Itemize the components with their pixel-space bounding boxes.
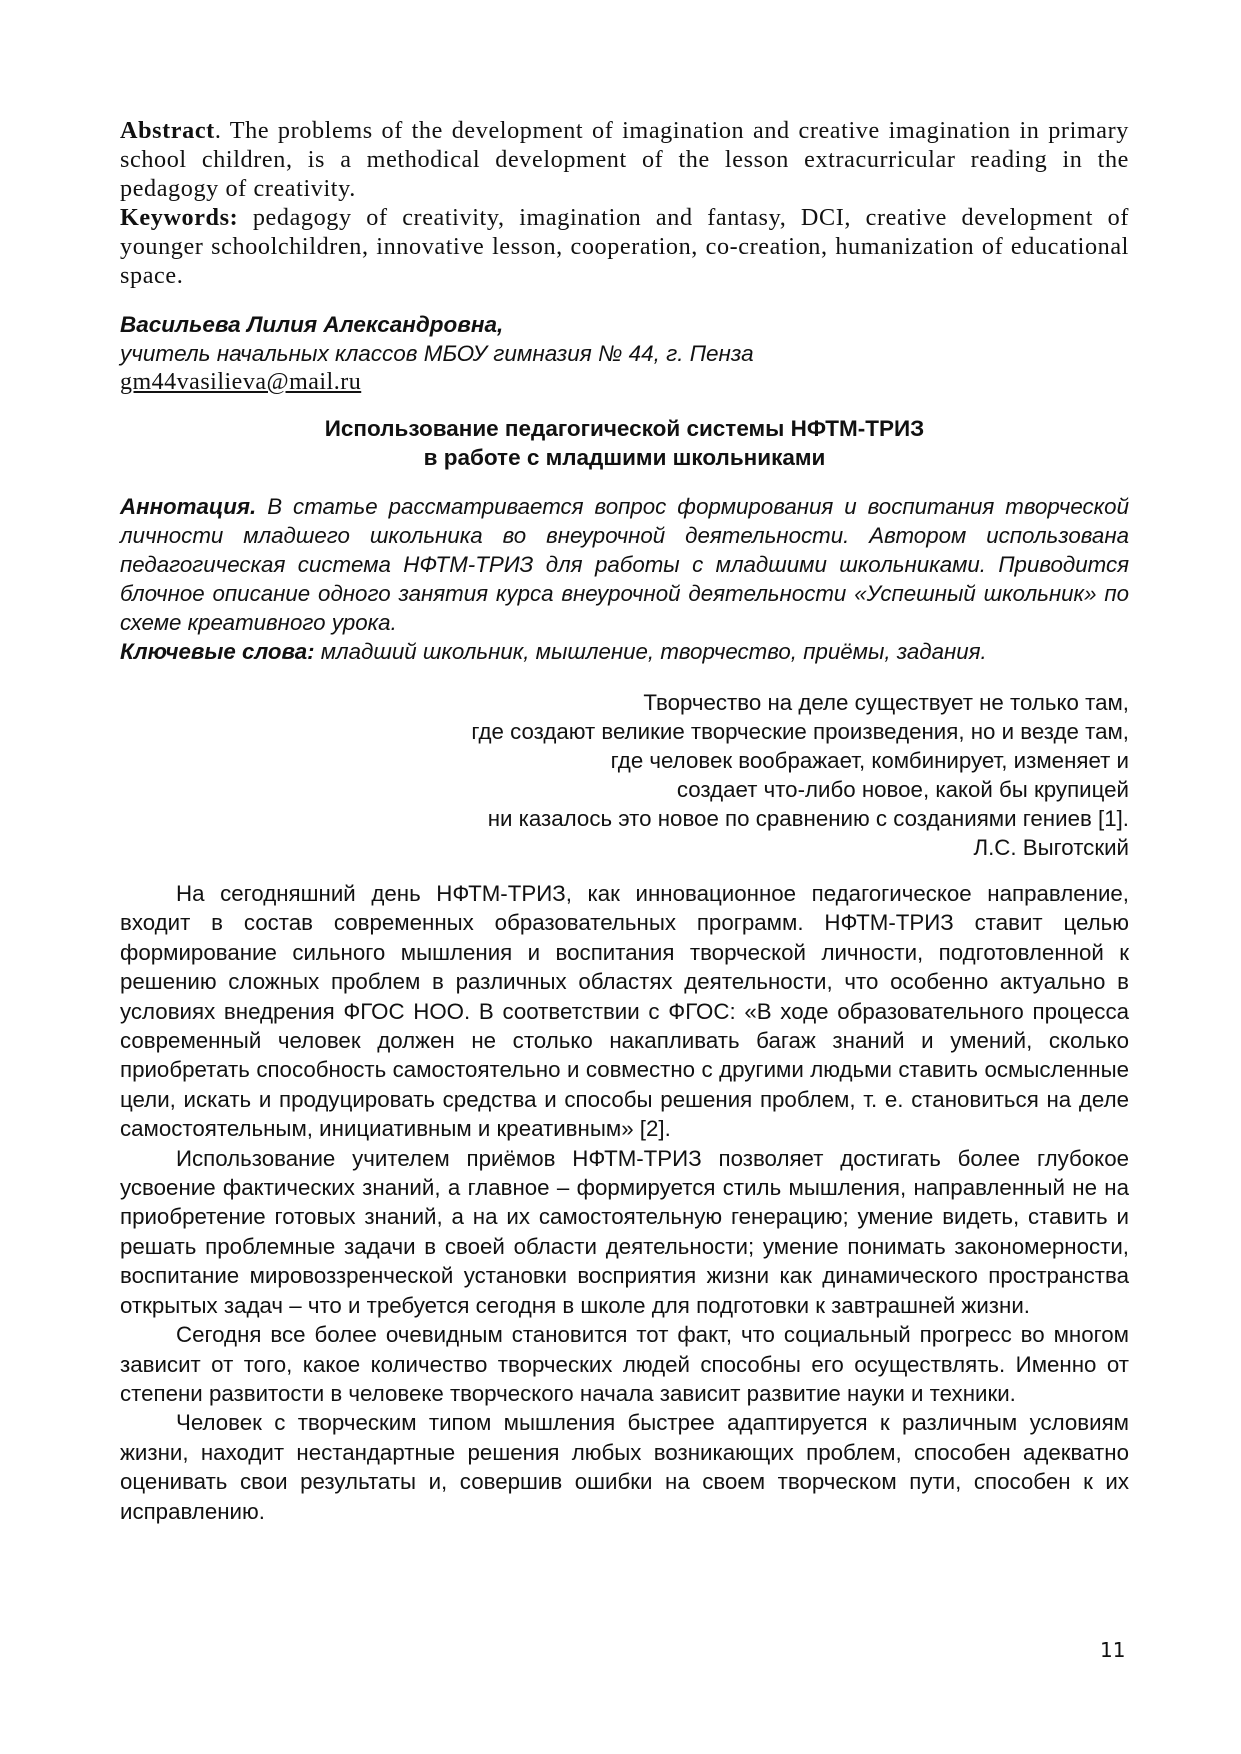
russian-keywords-label: Ключевые слова: (120, 639, 315, 664)
abstract-text: . The problems of the development of imagination and creative imagination in primary school children, is a methodical development of the lesson extracurricular reading in the pedagogy of creativity. (120, 117, 1129, 202)
english-abstract (120, 116, 1129, 203)
author-affiliation: учитель начальных классов МБОУ гимназия № 44, г. Пенза (120, 341, 754, 366)
annotation-block (120, 492, 1129, 666)
body-text (120, 879, 1129, 1526)
author-email-link[interactable]: gm44vasilieva@mail.ru (120, 369, 362, 395)
english-keywords (120, 203, 1129, 290)
abstract-label: Abstract (120, 117, 215, 144)
epigraph-line: где создают великие творческие произведения, но и везде там, (471, 719, 1129, 744)
keywords-label: Keywords: (120, 204, 239, 231)
body-paragraph: На сегодняшний день НФТМ-ТРИЗ, как инновационное педагогическое направление, входит в состав современных образовательных программ. НФТМ-ТРИЗ ставит целью формирование сильного мышления и воспитания творческой личности, подготовленной к решению сложных проблем в различных областях деятельности, что особенно актуально в условиях внедрения ФГОС НОО. В соответствии с ФГОС: «В ходе образовательного процесса современный человек должен не столько накапливать багаж знаний и умений, сколько приобретать способность самостоятельно и совместно с другими людьми ставить осмысленные цели, искать и продуцировать средства и способы решения проблем, т. е. становиться на деле самостоятельным, инициативным и креативным» [2]. (120, 881, 1129, 1142)
keywords-text: pedagogy of creativity, imagination and fantasy, DCI, creative development of younger schoolchildren, innovative lesson, cooperation, co-creation, humanization of educational space. (120, 204, 1129, 289)
english-abstract-block (120, 116, 1129, 290)
epigraph-author: Л.С. Выготский (973, 835, 1129, 860)
author-name: Васильева Лилия Александровна, (120, 312, 504, 337)
epigraph-line: ни казалось это новое по сравнению с созданиями гениев [1]. (487, 806, 1129, 831)
page-number: 11 (1100, 1638, 1126, 1662)
body-paragraph: Использование учителем приёмов НФТМ-ТРИЗ позволяет достигать более глубокое усвоение фактических знаний, а главное – формируется стиль мышления, направленный не на приобретение готовых знаний, а на их самостоятельную генерацию; умение видеть, ставить и решать проблемные задачи в своей области деятельности; умение понимать закономерности, воспитание мировоззренческой установки восприятия жизни как динамического пространства открытых задач – что и требуется сегодня в школе для подготовки к завтрашней жизни. (120, 1145, 1129, 1318)
epigraph-line: где человек воображает, комбинирует, изменяет и (610, 748, 1129, 773)
annotation-text: В статье рассматривается вопрос формирования и воспитания творческой личности младшего школьника во внеурочной деятельности. Автором использована педагогическая система НФТМ-ТРИЗ для работы с младшими школьниками. Приводится блочное описание одного занятия курса внеурочной деятельности «Успешный школьник» по схеме креативного урока. (120, 494, 1129, 635)
title-line-1: Использование педагогической системы НФТМ-ТРИЗ (324, 416, 925, 441)
title-line-2: в работе с младшими школьниками (423, 445, 826, 470)
author-block (120, 310, 1129, 397)
russian-keywords (120, 637, 1129, 666)
article-title (120, 414, 1129, 472)
epigraph-line: создает что-либо новое, какой бы крупицей (676, 777, 1129, 802)
epigraph (120, 688, 1129, 862)
annotation (120, 492, 1129, 637)
body-paragraph: Сегодня все более очевидным становится тот факт, что социальный прогресс во многом зависит от того, какое количество творческих людей способны его осуществлять. Именно от степени развитости в человеке творческого начала зависит развитие науки и техники. (120, 1322, 1129, 1406)
body-paragraph: Человек с творческим типом мышления быстрее адаптируется к различным условиям жизни, находит нестандартные решения любых возникающих проблем, способен адекватно оценивать свои результаты и, совершив ошибки на своем творческом пути, способен к их исправлению. (120, 1410, 1129, 1524)
epigraph-line: Творчество на деле существует не только там, (643, 690, 1129, 715)
russian-keywords-text: младший школьник, мышление, творчество, приёмы, задания. (314, 639, 987, 664)
annotation-label: Аннотация. (120, 494, 257, 519)
